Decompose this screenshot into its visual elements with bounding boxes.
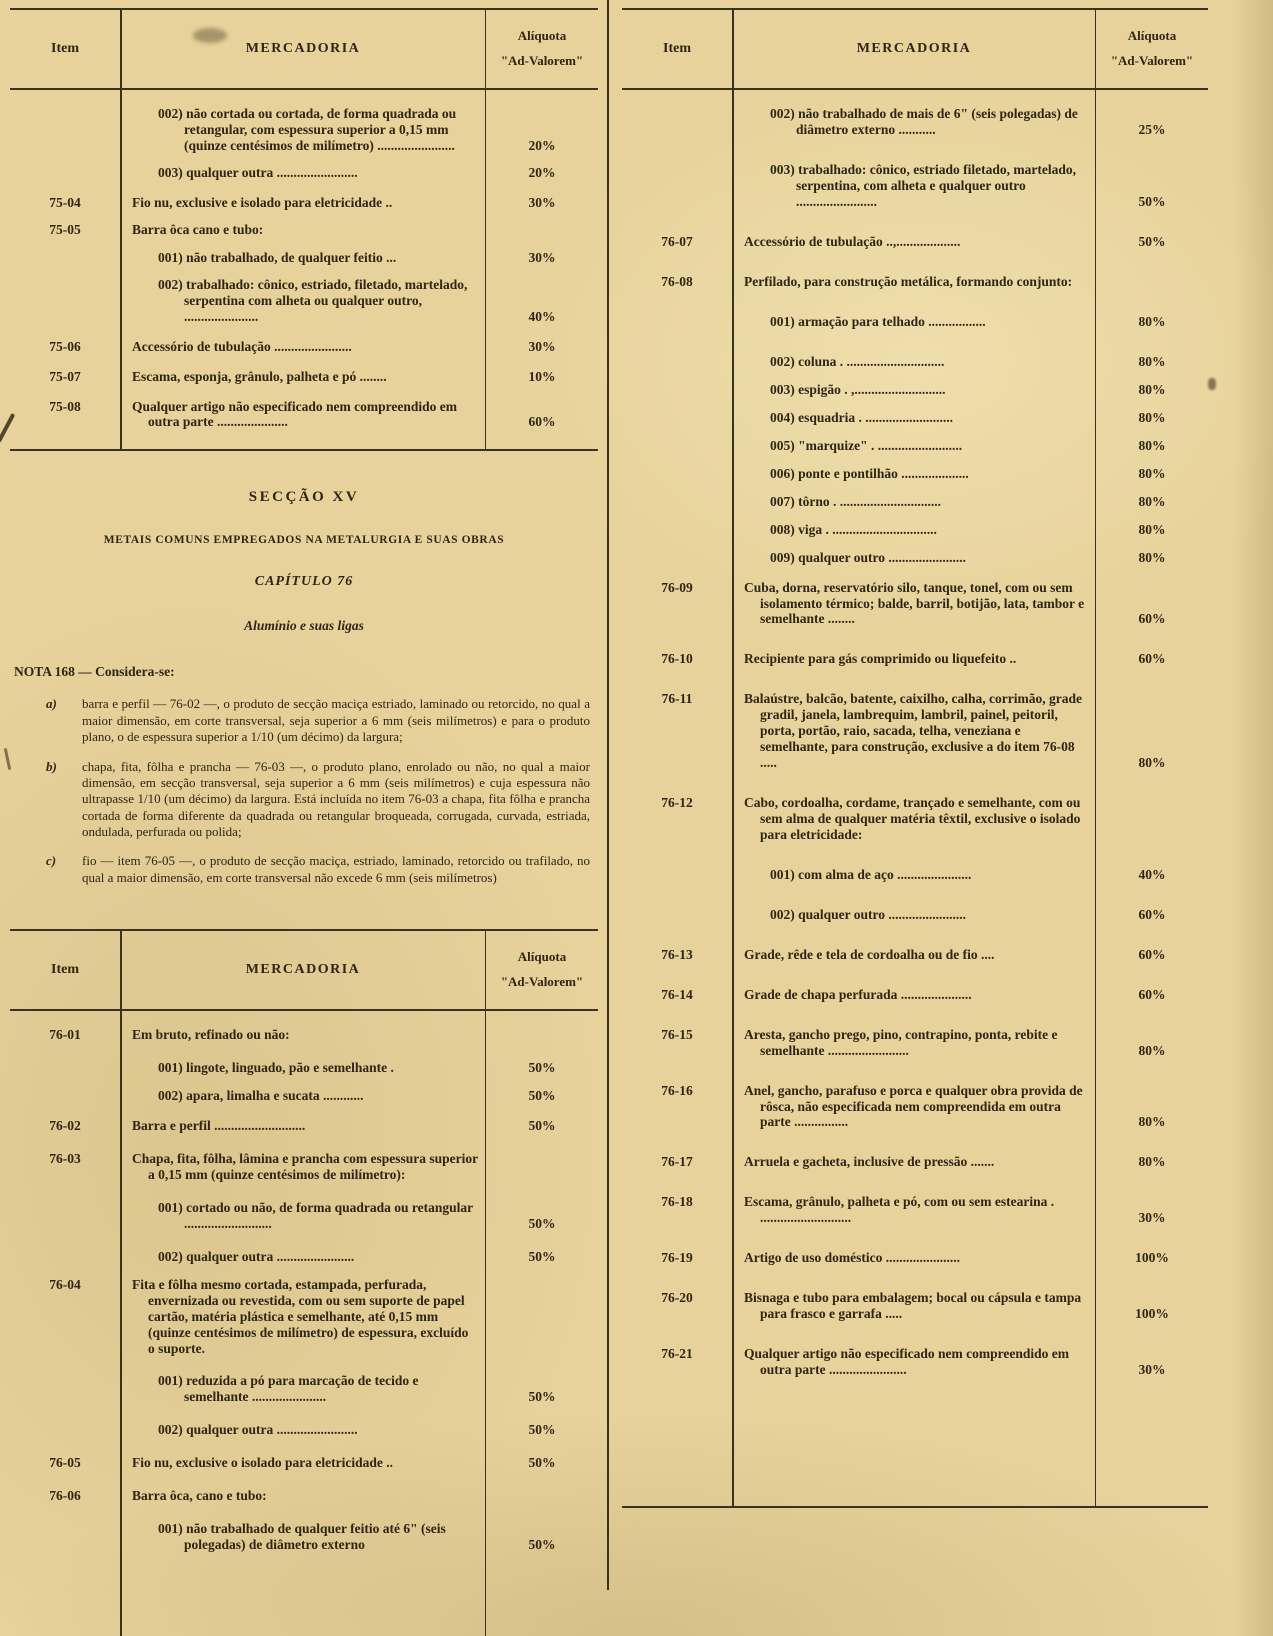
merchandise-description: Fio nu, exclusive o isolado para eletricidade ..: [132, 1455, 393, 1471]
merchandise-description: 001) cortado ou não, de forma quadrada ou retangular ..........................: [158, 1199, 473, 1231]
merchandise-description: Escama, grânulo, palheta e pó, com ou sem estearina . ...........................: [744, 1194, 1055, 1226]
merchandise-description: 001) lingote, linguado, pão e semelhante .: [158, 1060, 394, 1076]
merchandise-description: 005) "marquize" . .........................: [770, 437, 963, 453]
table-row: [10, 1027, 598, 1043]
table-row: [622, 1154, 1208, 1170]
table-row: [622, 947, 1208, 963]
merchandise-description: 004) esquadria . ..........................: [770, 409, 954, 425]
ad-valorem-rate: 80%: [1138, 754, 1166, 770]
table-column-rule: [120, 10, 122, 449]
merchandise-description: Em bruto, refinado ou não:: [132, 1027, 290, 1043]
merchandise-description: 003) espigão . ,...........................: [770, 381, 946, 397]
merchandise-description: Recipiente para gás comprimido ou liquefeito ..: [744, 651, 1017, 667]
item-code: 76-06: [49, 1488, 81, 1504]
ad-valorem-rate: 80%: [1138, 465, 1166, 481]
table-header: [10, 931, 598, 1011]
table-body: [622, 90, 1208, 1410]
merchandise-description: 001) não trabalhado de qualquer feitio até 6" (seis polegadas) de diâmetro externo: [158, 1521, 446, 1553]
merchandise-description: Perfilado, para construção metálica, formando conjunto:: [744, 273, 1073, 289]
ad-valorem-rate: 50%: [528, 1389, 556, 1405]
column-divider-rule: [607, 0, 609, 1590]
table-row: [622, 354, 1208, 370]
ad-valorem-rate: 50%: [528, 1537, 556, 1553]
table-column-rule: [485, 931, 487, 1636]
item-code: 75-06: [49, 338, 81, 354]
left-column: [10, 8, 598, 1636]
table-row: [10, 1118, 598, 1134]
ad-valorem-rate: 60%: [1138, 906, 1166, 922]
table-row: [622, 1027, 1208, 1059]
note-item: [10, 759, 598, 841]
merchandise-description: Fio nu, exclusive e isolado para eletricidade ..: [132, 194, 393, 210]
merchandise-description: Barra ôca cano e tubo:: [132, 221, 264, 237]
ad-valorem-rate: 80%: [1138, 1042, 1166, 1058]
merchandise-description: 009) qualquer outro .......................: [770, 549, 967, 565]
item-code: 76-02: [49, 1118, 81, 1134]
ad-valorem-rate: 80%: [1138, 381, 1166, 397]
table-row: [622, 234, 1208, 250]
item-code: 76-21: [661, 1346, 693, 1362]
ad-valorem-rate: 40%: [528, 308, 556, 324]
merchandise-description: Escama, esponja, grânulo, palheta e pó ........: [132, 368, 387, 384]
table-row: [10, 399, 598, 431]
merchandise-description: 001) armação para telhado .................: [770, 313, 986, 329]
ad-valorem-rate: 50%: [528, 1455, 556, 1471]
table-row: [622, 494, 1208, 510]
merchandise-description: Barra ôca, cano e tubo:: [132, 1488, 267, 1504]
table-row: [10, 1060, 598, 1076]
note-item-text: barra e perfil — 76-02 —, o produto de secção maciça estriado, laminado ou retorcido, no qual a maior dimensão, em corte transversal, seja superior a 6 mm (seis milímetros) e para o produto plano, o de espessura superior a 1/10 (um décimo) da largura;: [82, 696, 590, 745]
table-row: [10, 250, 598, 266]
merchandise-description: 003) qualquer outra ........................: [158, 164, 358, 180]
table-row: [622, 580, 1208, 628]
item-code: 75-05: [49, 221, 81, 237]
header-item: Item: [51, 962, 79, 978]
merchandise-description: Barra e perfil ...........................: [132, 1118, 306, 1134]
merchandise-description: 002) qualquer outra .......................: [158, 1248, 355, 1264]
ad-valorem-rate: 80%: [1138, 409, 1166, 425]
merchandise-description: Qualquer artigo não especificado nem compreendido em outra parte .......................: [744, 1346, 1069, 1377]
merchandise-description: Grade, rêde e tela de cordoalha ou de fio ....: [744, 946, 995, 962]
merchandise-description: Cabo, cordoalha, cordame, trançado e semelhante, com ou sem alma de qualquer matéria têxtil, exclusive o isolado para eletricidade:: [744, 794, 1081, 842]
merchandise-description: 002) apara, limalha e sucata ............: [158, 1088, 364, 1104]
table-row: [622, 314, 1208, 330]
note-item-label: c): [46, 853, 57, 869]
item-code: 76-01: [49, 1027, 81, 1043]
ad-valorem-rate: 50%: [528, 1088, 556, 1104]
ad-valorem-rate: 25%: [1138, 121, 1166, 137]
table-row: [622, 691, 1208, 771]
ad-valorem-rate: 80%: [1138, 313, 1166, 329]
header-aliquota-line2: "Ad-Valorem": [1110, 53, 1194, 68]
merchandise-description: 003) trabalhado: cônico, estriado filetado, martelado, serpentina, com alheta e qualquer outro ........................: [770, 161, 1076, 209]
table-row: [10, 195, 598, 211]
item-code: 76-19: [661, 1250, 693, 1266]
table-header: [622, 10, 1208, 90]
note-item-text: fio — item 76-05 —, o produto de secção maciça, estriado, laminado, retorcido ou trafilado, no qual a maior dimensão, em corte transversal não excede 6 mm (seis milímetros): [82, 853, 590, 885]
ad-valorem-rate: 60%: [1138, 651, 1166, 667]
table-column-rule: [120, 931, 122, 1636]
merchandise-description: 006) ponte e pontilhão ....................: [770, 465, 969, 481]
table-row: [10, 339, 598, 355]
table-row: [622, 382, 1208, 398]
ad-valorem-rate: 50%: [528, 1215, 556, 1231]
chapter-heading: [10, 489, 598, 899]
ad-valorem-rate: 20%: [528, 137, 556, 153]
table-row: [622, 550, 1208, 566]
table-row: [622, 795, 1208, 843]
merchandise-description: 001) não trabalhado, de qualquer feitio ...: [158, 249, 397, 265]
table-row: [10, 222, 598, 238]
note-item-label: a): [46, 696, 57, 712]
note-item: [10, 853, 598, 886]
table-row: [622, 106, 1208, 138]
note-item: [10, 696, 598, 745]
merchandise-description: Accessório de tubulação .......................: [132, 338, 352, 354]
ad-valorem-rate: 80%: [1138, 353, 1166, 369]
header-aliquota-line1: Alíquota: [517, 28, 567, 44]
ad-valorem-rate: 100%: [1135, 1250, 1169, 1266]
ad-valorem-rate: 50%: [528, 1060, 556, 1076]
section-title: SECÇÃO XV: [248, 489, 360, 506]
ad-valorem-rate: 80%: [1138, 1154, 1166, 1170]
table-column-rule: [732, 10, 734, 1506]
merchandise-description: Bisnaga e tubo para embalagem; bocal ou cápsula e tampa para frasco e garrafa .....: [744, 1290, 1082, 1322]
merchandise-description: Grade de chapa perfurada .....................: [744, 986, 972, 1002]
ad-valorem-rate: 20%: [528, 164, 556, 180]
table-row: [622, 438, 1208, 454]
ad-valorem-rate: 60%: [528, 414, 556, 430]
tariff-table-75-continuation: [10, 8, 598, 451]
item-code: 76-10: [661, 651, 693, 667]
table-row: [10, 106, 598, 154]
ad-valorem-rate: 100%: [1135, 1306, 1169, 1322]
merchandise-description: Balaústre, balcão, batente, caixilho, calha, corrimão, grade gradil, janela, lambrequim, lambril, painel, peitoril, porta, portão, raio, sacada, telha, veneziana e semelhante, para construção, exclusive a do item 76-08 .....: [744, 691, 1082, 771]
table-row: [622, 987, 1208, 1003]
ad-valorem-rate: 80%: [1138, 437, 1166, 453]
merchandise-description: 007) tôrno . ..............................: [770, 493, 941, 509]
ink-spot-artifact: [1208, 378, 1216, 390]
table-header: [10, 10, 598, 90]
item-code: 76-16: [661, 1082, 693, 1098]
item-code: 75-04: [49, 194, 81, 210]
item-code: 76-15: [661, 1026, 693, 1042]
merchandise-description: Chapa, fita, fôlha, lâmina e prancha com espessura superior a 0,15 mm (quinze centésimos de milímetro):: [132, 1151, 478, 1183]
merchandise-description: Artigo de uso doméstico ......................: [744, 1250, 960, 1266]
merchandise-description: Arruela e gacheta, inclusive de pressão .......: [744, 1154, 995, 1170]
table-row: [10, 165, 598, 181]
table-row: [622, 1194, 1208, 1226]
ad-valorem-rate: 50%: [1138, 193, 1166, 209]
table-row: [10, 1521, 598, 1553]
chapter-subject: Alumínio e suas ligas: [244, 618, 364, 634]
table-row: [622, 1346, 1208, 1378]
table-row: [622, 1250, 1208, 1266]
header-mercadoria: MERCADORIA: [245, 962, 361, 978]
merchandise-description: 002) qualquer outro .......................: [770, 906, 967, 922]
merchandise-description: 008) viga . ...............................: [770, 521, 937, 537]
item-code: 76-04: [49, 1276, 81, 1292]
table-row: [10, 1088, 598, 1104]
ad-valorem-rate: 50%: [528, 1248, 556, 1264]
merchandise-description: Cuba, dorna, reservatório silo, tanque, tonel, com ou sem isolamento térmico; balde, barril, botijão, lata, tambor e semelhante ........: [744, 579, 1085, 627]
ad-valorem-rate: 30%: [528, 249, 556, 265]
table-row: [10, 1422, 598, 1438]
ad-valorem-rate: 30%: [528, 338, 556, 354]
note-heading: NOTA 168 — Considera-se:: [14, 664, 175, 680]
header-item: Item: [663, 41, 691, 56]
merchandise-description: 002) qualquer outra ........................: [158, 1422, 358, 1438]
table-row: [10, 1488, 598, 1504]
merchandise-description: 002) não trabalhado de mais de 6" (seis polegadas) de diâmetro externo ...........: [770, 106, 1078, 137]
ad-valorem-rate: 80%: [1138, 521, 1166, 537]
table-row: [10, 369, 598, 385]
ad-valorem-rate: 40%: [1138, 866, 1166, 882]
header-aliquota: [486, 945, 598, 994]
item-code: 76-14: [661, 986, 693, 1002]
table-row: [622, 651, 1208, 667]
item-code: 76-09: [661, 579, 693, 595]
header-mercadoria: MERCADORIA: [856, 41, 972, 56]
table-row: [10, 1200, 598, 1232]
item-code: 76-12: [661, 794, 693, 810]
merchandise-description: Fita e fôlha mesmo cortada, estampada, perfurada, envernizada ou revestida, com ou sem suporte de papel cartão, matéria plástica e semelhante, até 0,15 mm (quinze centésimos de milímetro) de espessura, excluído o suporte.: [132, 1276, 469, 1356]
ad-valorem-rate: 50%: [528, 1118, 556, 1134]
ad-valorem-rate: 10%: [528, 368, 556, 384]
header-aliquota-line1: Alíquota: [517, 949, 567, 965]
header-aliquota-line1: Alíquota: [1127, 28, 1177, 44]
tariff-table-76-continuation: [622, 8, 1208, 1508]
header-aliquota-line2: "Ad-Valorem": [500, 974, 584, 990]
table-row: [10, 1373, 598, 1405]
ad-valorem-rate: 50%: [1138, 233, 1166, 249]
table-row: [10, 1455, 598, 1471]
chapter-note: [10, 664, 598, 886]
table-row: [10, 277, 598, 325]
table-row: [622, 274, 1208, 290]
table-row: [622, 1290, 1208, 1322]
ad-valorem-rate: 60%: [1138, 986, 1166, 1002]
merchandise-description: 002) não cortada ou cortada, de forma quadrada ou retangular, com espessura superior a 0,15 mm (quinze centésimos de milímetro) .......................: [158, 106, 457, 153]
item-code: 76-05: [49, 1455, 81, 1471]
merchandise-description: Accessório de tubulação ..,...................: [744, 233, 961, 249]
merchandise-description: 002) trabalhado: cônico, estriado, filetado, martelado, serpentina com alheta ou qualquer outro, ......................: [158, 276, 468, 324]
ad-valorem-rate: 80%: [1138, 549, 1166, 565]
ad-valorem-rate: 50%: [528, 1422, 556, 1438]
table-row: [622, 867, 1208, 883]
table-row: [622, 522, 1208, 538]
note-item-text: chapa, fita, fôlha e prancha — 76-03 —, o produto plano, enrolado ou não, no qual a maior dimensão, em secção transversal, seja superior a 6 mm (seis milímetros) e cuja espessura não ultrapasse 1/10 (um décimo) da largura. Está incluída no item 76-03 a chapa, fita fôlha e prancha cortada de forma diferente da quadrada ou retangular broqueada, corrugada, curvada, estriada, ondulada, perfurada ou polida;: [82, 758, 590, 839]
item-code: 75-08: [49, 398, 81, 414]
table-row: [622, 1083, 1208, 1131]
item-code: 76-18: [661, 1194, 693, 1210]
ad-valorem-rate: 30%: [528, 194, 556, 210]
table-row: [10, 1277, 598, 1357]
table-row: [10, 1151, 598, 1183]
merchandise-description: Aresta, gancho prego, pino, contrapino, ponta, rebite e semelhante ........................: [744, 1026, 1058, 1058]
table-body: [10, 1011, 598, 1578]
right-column: [622, 8, 1208, 1636]
ad-valorem-rate: 60%: [1138, 611, 1166, 627]
note-item-label: b): [46, 758, 57, 774]
table-row: [622, 410, 1208, 426]
ad-valorem-rate: 80%: [1138, 1114, 1166, 1130]
chapter-number: CAPÍTULO 76: [254, 574, 354, 590]
merchandise-description: Qualquer artigo não especificado nem compreendido em outra parte .....................: [132, 398, 457, 430]
ad-valorem-rate: 60%: [1138, 946, 1166, 962]
ad-valorem-rate: 30%: [1138, 1210, 1166, 1226]
item-code: 76-20: [661, 1290, 693, 1306]
item-code: 76-11: [661, 691, 693, 707]
table-row: [622, 466, 1208, 482]
ad-valorem-rate: 30%: [1138, 1361, 1166, 1377]
ad-valorem-rate: 80%: [1138, 493, 1166, 509]
item-code: 76-03: [49, 1151, 81, 1167]
table-row: [622, 162, 1208, 210]
item-code: 75-07: [49, 368, 81, 384]
header-mercadoria: MERCADORIA: [245, 41, 361, 56]
table-row: [10, 1249, 598, 1265]
item-code: 76-07: [661, 233, 693, 249]
tariff-table-76: [10, 929, 598, 1636]
item-code: 76-17: [661, 1154, 693, 1170]
merchandise-description: 002) coluna . .............................: [770, 353, 945, 369]
merchandise-description: 001) com alma de aço ......................: [770, 866, 972, 882]
merchandise-description: Anel, gancho, parafuso e porca e qualquer obra provida de rôsca, não especificada nem compreendida em outra parte ................: [744, 1082, 1083, 1130]
table-row: [622, 907, 1208, 923]
item-code: 76-13: [661, 946, 693, 962]
header-aliquota: [486, 24, 598, 73]
table-body: [10, 90, 598, 449]
item-code: 76-08: [661, 273, 693, 289]
section-subtitle: METAIS COMUNS EMPREGADOS NA METALURGIA E SUAS OBRAS: [103, 534, 505, 547]
table-column-rule: [485, 10, 487, 449]
table-column-rule: [1095, 10, 1097, 1506]
header-item: Item: [51, 41, 79, 56]
merchandise-description: 001) reduzida a pó para marcação de tecido e semelhante ......................: [158, 1373, 419, 1405]
header-aliquota: [1096, 24, 1208, 73]
header-aliquota-line2: "Ad-Valorem": [500, 53, 584, 68]
